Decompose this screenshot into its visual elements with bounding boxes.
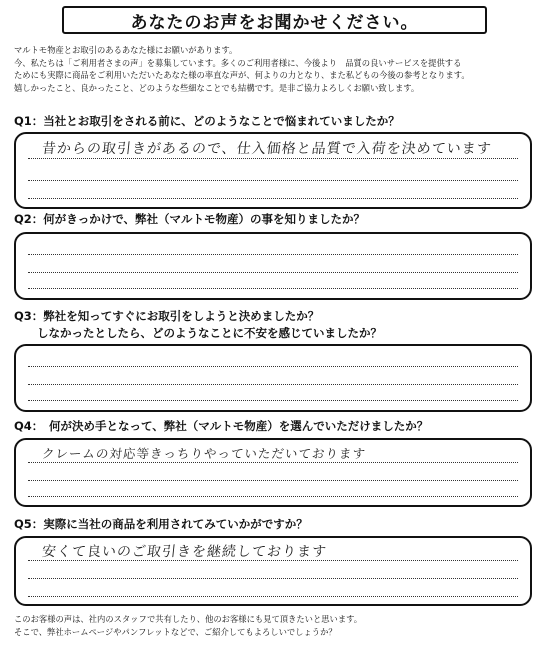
footer-text: このお客様の声は、社内のスタッフで共有したり、他のお客様にも見て頂きたいと思います。 そこで、弊社ホームページやパンフレットなどで、ご紹介してもよろしいでしょうか？ bbox=[14, 614, 363, 637]
answer-line bbox=[28, 366, 518, 367]
answer-line bbox=[28, 496, 518, 497]
answer-box-1[interactable] bbox=[14, 132, 532, 209]
answer-line bbox=[28, 272, 518, 273]
answer-box-2[interactable] bbox=[14, 232, 532, 300]
answer-line bbox=[28, 180, 518, 181]
answer-line bbox=[28, 254, 518, 255]
answer-line bbox=[28, 596, 518, 597]
answer-line bbox=[28, 462, 518, 463]
title-box bbox=[62, 6, 487, 34]
answer-line bbox=[28, 384, 518, 385]
answer-line bbox=[28, 480, 518, 481]
answer-box-5[interactable] bbox=[14, 536, 532, 606]
question-3: Q3：弊社を知ってすぐにお取引をしようと決めましたか？ しなかったとしたら、どのようなことに不安を感じていましたか？ bbox=[14, 309, 382, 340]
intro-text: マルトモ物産とお取引のあるあなた様にお願いがあります。 今、私たちは「ご利用者さまの声」を募集しています。多くのご利用者様に、今後より 品質の良いサービスを提供する ためにも実際に商品をご利用いただいたあなた様の率直な声が、何よりの力となり、また私どもの今後の参考となります。 嬉しかったこと、良かったこと、どのような些細なことでも結構です。是非ご協力よろしくお願い致します。 bbox=[14, 45, 470, 93]
answer-line bbox=[28, 158, 518, 159]
answer-line bbox=[28, 288, 518, 289]
question-4: Q4： 何が決め手となって、弊社（マルトモ物産）を選んでいただけましたか？ bbox=[14, 419, 429, 433]
answer-box-4[interactable] bbox=[14, 438, 532, 507]
question-1: Q1：当社とお取引をされる前に、どのようなことで悩まれていましたか？ bbox=[14, 114, 400, 128]
answer-box-3[interactable] bbox=[14, 344, 532, 412]
page-title: あなたのお声をお聞かせください。 bbox=[130, 12, 419, 33]
handwritten-answer-1: 昔からの取引きがあるので、仕入価格と品質で入荷を決めています bbox=[41, 141, 493, 157]
question-5: Q5：実際に当社の商品を利用されてみていかがですか？ bbox=[14, 517, 308, 531]
answer-line bbox=[28, 400, 518, 401]
question-2: Q2：何がきっかけで、弊社（マルトモ物産）の事を知りましたか？ bbox=[14, 212, 366, 226]
answer-line bbox=[28, 578, 518, 579]
handwritten-answer-4: クレームの対応等きっちりやっていただいております bbox=[41, 446, 367, 461]
handwritten-answer-5: 安くて良いのご取引きを継続しております bbox=[41, 544, 328, 560]
answer-line bbox=[28, 198, 518, 199]
